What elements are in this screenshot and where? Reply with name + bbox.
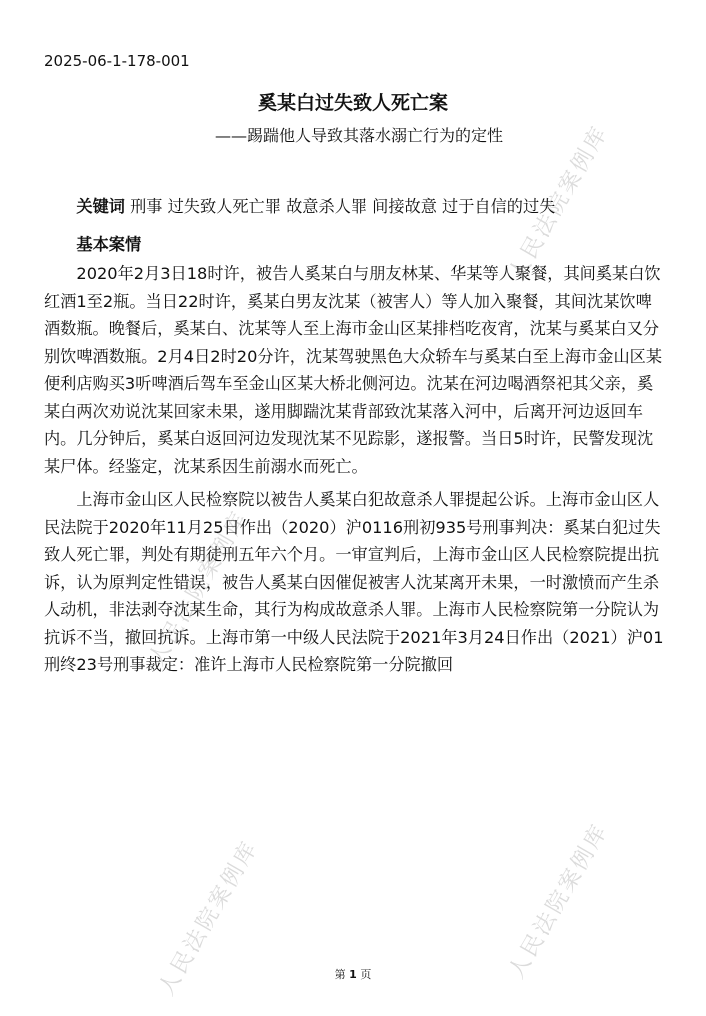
watermark-text: 人民法院案例库 [504,818,614,983]
page-number: 1 [349,968,357,981]
keywords-label: 关键词 [76,197,125,216]
watermark-text: 人民法院案例库 [504,120,614,285]
watermark-text: 人民法院案例库 [154,835,264,1000]
footer-suffix: 页 [360,968,372,981]
watermark-text: 人民法院案例库 [144,505,254,670]
case-subtitle: ——踢踹他人导致其落水溺亡行为的定性 [215,126,504,145]
watermark-bottom-left [150,835,325,1016]
keywords-text: 刑事 过失致人死亡罪 故意杀人罪 间接故意 过于自信的过失 [124,197,556,216]
document-body [44,193,664,679]
paragraph-facts: 2020年2月3日18时许，被告人奚某白与朋友林某、华某等人聚餐，其间奚某白饮红酒1至2瓶。当日22时许，奚某白男友沈某（被害人）等人加入聚餐，其间沈某饮啤酒数瓶。晚餐后，奚某白、沈某等人至上海市金山区某排档吃夜宵，沈某与奚某白又分别饮啤酒数瓶。2月4日2时20分许，沈某驾驶黑色大众轿车与奚某白至上海市金山区某便利店购买3听啤酒后驾车至金山区某大桥北侧河边。沈某在河边喝酒祭祀其父亲，奚某白两次劝说沈某回家未果，遂用脚踹沈某背部致沈某落入河中，后离开河边返回车内。几分钟后，奚某白返回河边发现沈某不见踪影，遂报警。当日5时许，民警发现沈某尸体。经鉴定，沈某系因生前溺水而死亡。 [44,264,663,476]
keywords-line [44,193,664,221]
paragraph-procedure: 上海市金山区人民检察院以被告人奚某白犯故意杀人罪提起公诉。上海市金山区人民法院于2020年11月25日作出（2020）沪0116刑初935号刑事判决：奚某白犯过失致人死亡罪，判处有期徒刑五年六个月。一审宣判后，上海市金山区人民检察院提出抗诉，认为原判定性错误，被告人奚某白因催促被害人沈某离开未果，一时激愤而产生杀人动机，非法剥夺沈某生命，其行为构成故意杀人罪。上海市人民检察院第一分院认为抗诉不当，撤回抗诉。上海市第一中级人民法院于2021年3月24日作出（2021）沪01刑终23号刑事裁定：准许上海市人民检察院第一分院撤回 [44,490,664,674]
footer-prefix: 第 [334,968,346,981]
section-heading: 基本案情 [76,234,142,254]
case-number: 2025-06-1-178-001 [44,52,190,70]
page-footer [0,966,706,982]
case-title: 奚某白过失致人死亡案 [257,92,448,114]
